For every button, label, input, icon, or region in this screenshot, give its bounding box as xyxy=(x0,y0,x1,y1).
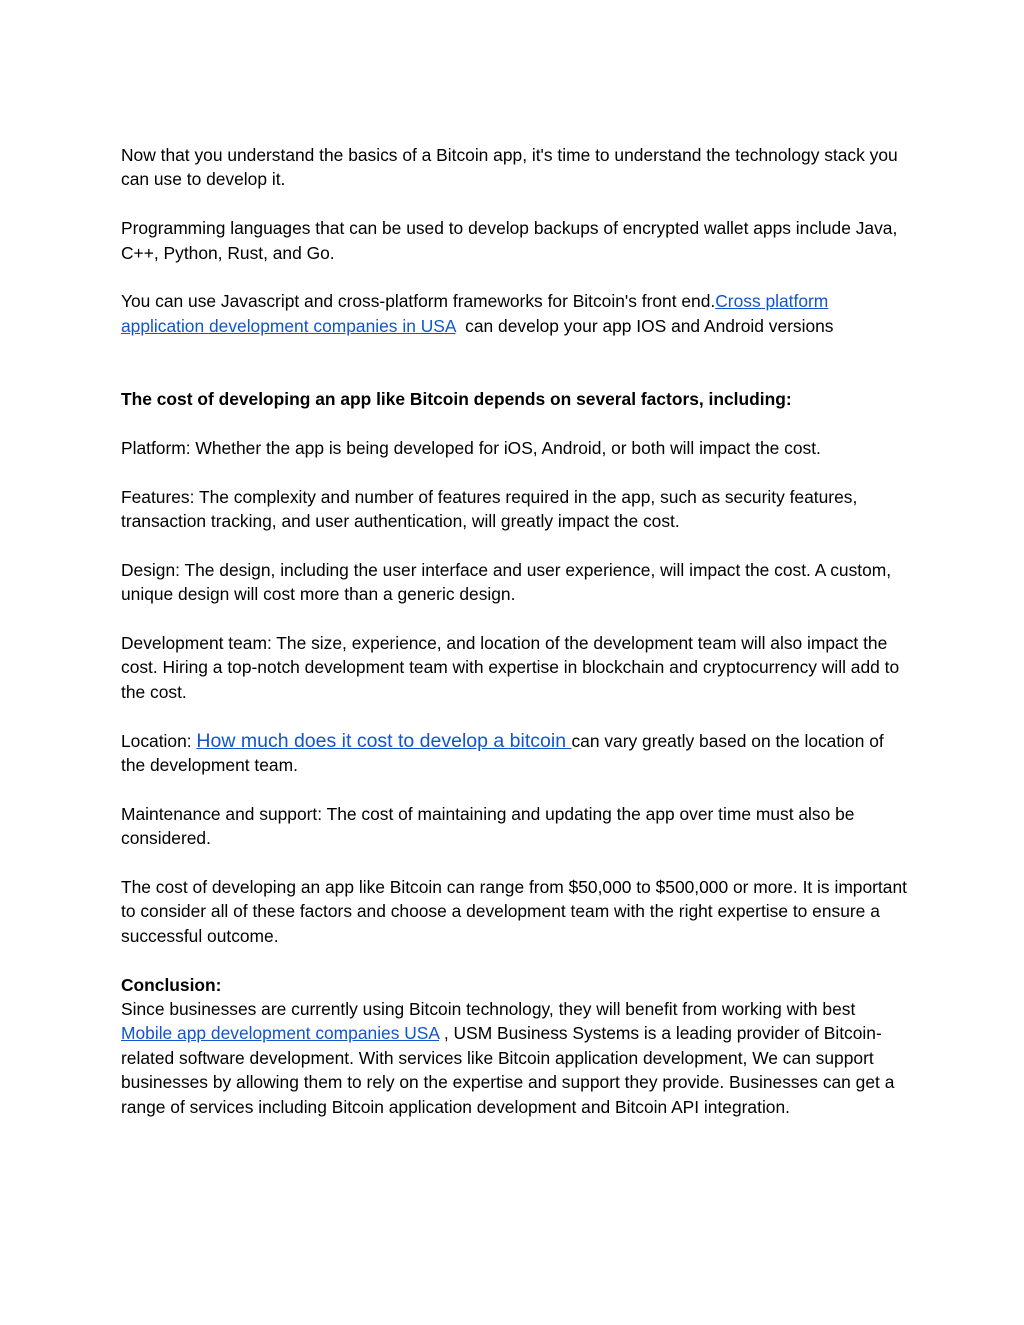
document-page xyxy=(121,143,911,1143)
frontend-text: You can use Javascript and cross-platform frameworks for Bitcoin's front end. xyxy=(121,291,716,312)
conclusion-heading: Conclusion: xyxy=(121,974,222,995)
development-team-paragraph: Development team: The size, experience, and location of the development team will also impact the cost. Hiring a top-notch development team with expertise in blockchain and cryptocurrency will add to the cost. xyxy=(121,633,900,702)
platform-paragraph: Platform: Whether the app is being developed for iOS, Android, or both will impact the cost. xyxy=(121,437,821,458)
cost-range-paragraph: The cost of developing an app like Bitcoin can range from $50,000 to $500,000 or more. It is important to consider all of these factors and choose a development team with the right expertise to ensure a successful outcome. xyxy=(121,877,907,946)
frontend-tail: can develop your app IOS and Android versions xyxy=(455,315,834,336)
features-paragraph: Features: The complexity and number of features required in the app, such as security features, transaction tracking, and user authentication, will greatly impact the cost. xyxy=(121,486,858,532)
design-paragraph: Design: The design, including the user interface and user experience, will impact the cost. A custom, unique design will cost more than a generic design. xyxy=(121,559,892,605)
location-paragraph xyxy=(121,729,911,778)
location-tail: can vary greatly based on the location of the development team. xyxy=(121,730,884,776)
cross-platform-link[interactable]: Cross platform application development companies in USA xyxy=(121,291,829,336)
frontend-paragraph xyxy=(121,289,911,338)
conclusion-text: Since businesses are currently using Bitcoin technology, they will benefit from working with best xyxy=(121,999,861,1020)
bitcoin-cost-link[interactable]: How much does it cost to develop a bitcoin xyxy=(196,729,572,752)
maintenance-paragraph: Maintenance and support: The cost of maintaining and updating the app over time must also be considered. xyxy=(121,803,855,849)
location-label: Location: xyxy=(121,730,197,751)
languages-paragraph: Programming languages that can be used to develop backups of encrypted wallet apps include Java, C++, Python, Rust, and Go. xyxy=(121,218,898,263)
conclusion-paragraph xyxy=(121,997,911,1119)
mobile-app-companies-link[interactable]: Mobile app development companies USA xyxy=(121,1023,440,1044)
intro-paragraph: Now that you understand the basics of a Bitcoin app, it's time to understand the technology stack you can use to develop it. xyxy=(121,145,898,190)
conclusion-tail: , USM Business Systems is a leading provider of Bitcoin-related software development. With services like Bitcoin application development, We can support businesses by allowing them to rely on the expertise and support they provide. Businesses can get a range of services including Bitcoin application development and Bitcoin API integration. xyxy=(121,1023,900,1117)
cost-heading: The cost of developing an app like Bitcoin depends on several factors, including: xyxy=(121,389,792,410)
